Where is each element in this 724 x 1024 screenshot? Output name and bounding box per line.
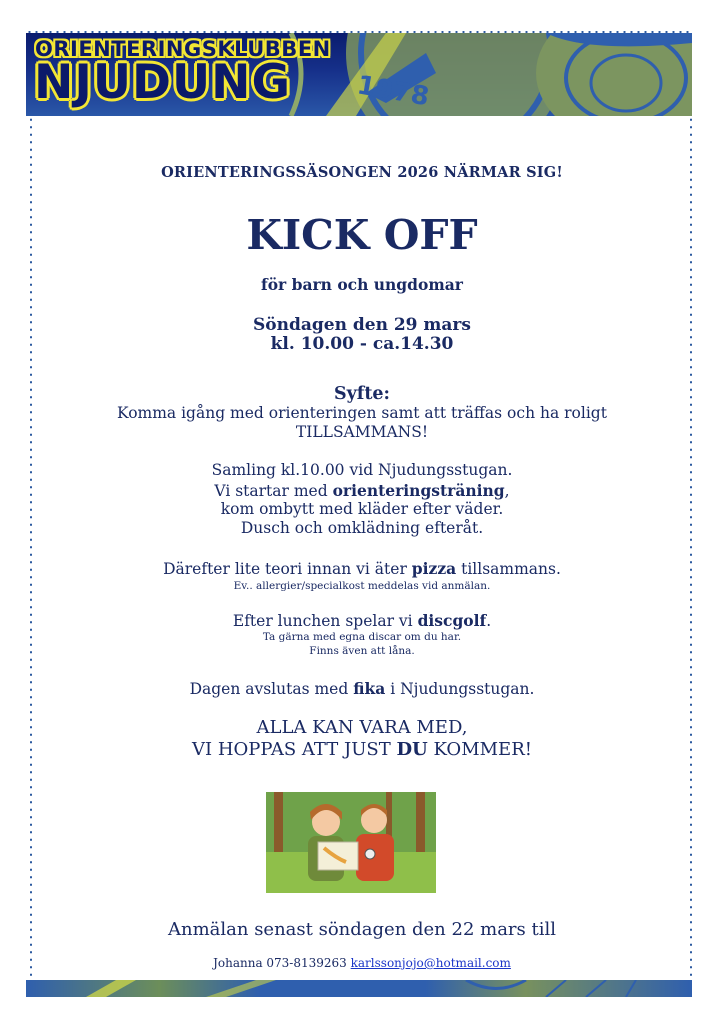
schedule-line4: Dusch och omklädning efteråt. <box>240 519 484 537</box>
fika-text-end: i Njudungsstugan. <box>385 680 535 698</box>
dotted-border-top <box>26 31 692 33</box>
discgolf-highlight: discgolf <box>417 611 487 630</box>
svg-text:1978: 1978 <box>354 70 432 113</box>
discgolf-punct: . <box>486 612 492 630</box>
purpose-line2: TILLSAMMANS! <box>295 423 429 441</box>
contact-name-phone: Johanna 073-8139263 <box>213 956 351 970</box>
welcome-highlight: DU <box>396 739 428 760</box>
children-orienteering-icon <box>266 792 436 893</box>
welcome-line2 <box>0 739 724 760</box>
footer-banner <box>26 980 692 997</box>
lunch-note: Ev.. allergier/specialkost meddelas vid anmälan. <box>233 580 491 592</box>
event-title: KICK OFF <box>246 211 478 259</box>
schedule-line2 <box>0 481 724 500</box>
schedule-highlight: orienteringsträning <box>332 481 505 500</box>
purpose-heading: Syfte: <box>333 384 390 404</box>
club-name-line2: NJUDUNG <box>34 55 292 110</box>
fika-line <box>0 679 724 698</box>
welcome-line1: ALLA KAN VARA MED, <box>256 717 468 738</box>
registration-deadline: Anmälan senast söndagen den 22 mars till <box>168 919 556 940</box>
emblem-footer-icon <box>26 980 692 997</box>
lunch-line <box>0 559 724 578</box>
lunch-highlight: pizza <box>411 559 457 578</box>
welcome-text: VI HOPPAS ATT JUST <box>192 739 397 760</box>
fika-highlight: fika <box>353 679 386 698</box>
schedule-line1: Samling kl.10.00 vid Njudungsstugan. <box>211 461 513 479</box>
discgolf-line <box>0 611 724 630</box>
event-time: kl. 10.00 - ca.14.30 <box>270 334 454 354</box>
schedule-line3: kom ombytt med kläder efter väder. <box>220 500 504 518</box>
discgolf-note2: Finns även att låna. <box>309 645 415 657</box>
discgolf-text: Efter lunchen spelar vi <box>232 612 418 630</box>
season-heading: ORIENTERINGSSÄSONGEN 2026 NÄRMAR SIG! <box>161 164 563 181</box>
kids-map-illustration <box>266 792 436 893</box>
registration-contact <box>0 956 724 970</box>
club-banner <box>26 33 692 116</box>
purpose-line1: Komma igång med orienteringen samt att träffas och ha roligt <box>117 404 607 422</box>
event-date: Söndagen den 29 mars <box>253 315 471 335</box>
schedule-line2-punct: , <box>504 482 510 500</box>
lunch-text: Därefter lite teori innan vi äter <box>163 560 412 578</box>
lunch-text-end: tillsammans. <box>456 560 561 578</box>
schedule-line2-text: Vi startar med <box>214 482 333 500</box>
club-name-line1: ORIENTERINGSKLUBBEN <box>35 37 331 61</box>
contact-email-link[interactable]: karlssonjojo@hotmail.com <box>350 956 511 970</box>
discgolf-note1: Ta gärna med egna discar om du har. <box>262 631 462 643</box>
fika-text: Dagen avslutas med <box>189 680 354 698</box>
audience: för barn och ungdomar <box>261 275 463 294</box>
welcome-text-end: KOMMER! <box>427 739 532 760</box>
